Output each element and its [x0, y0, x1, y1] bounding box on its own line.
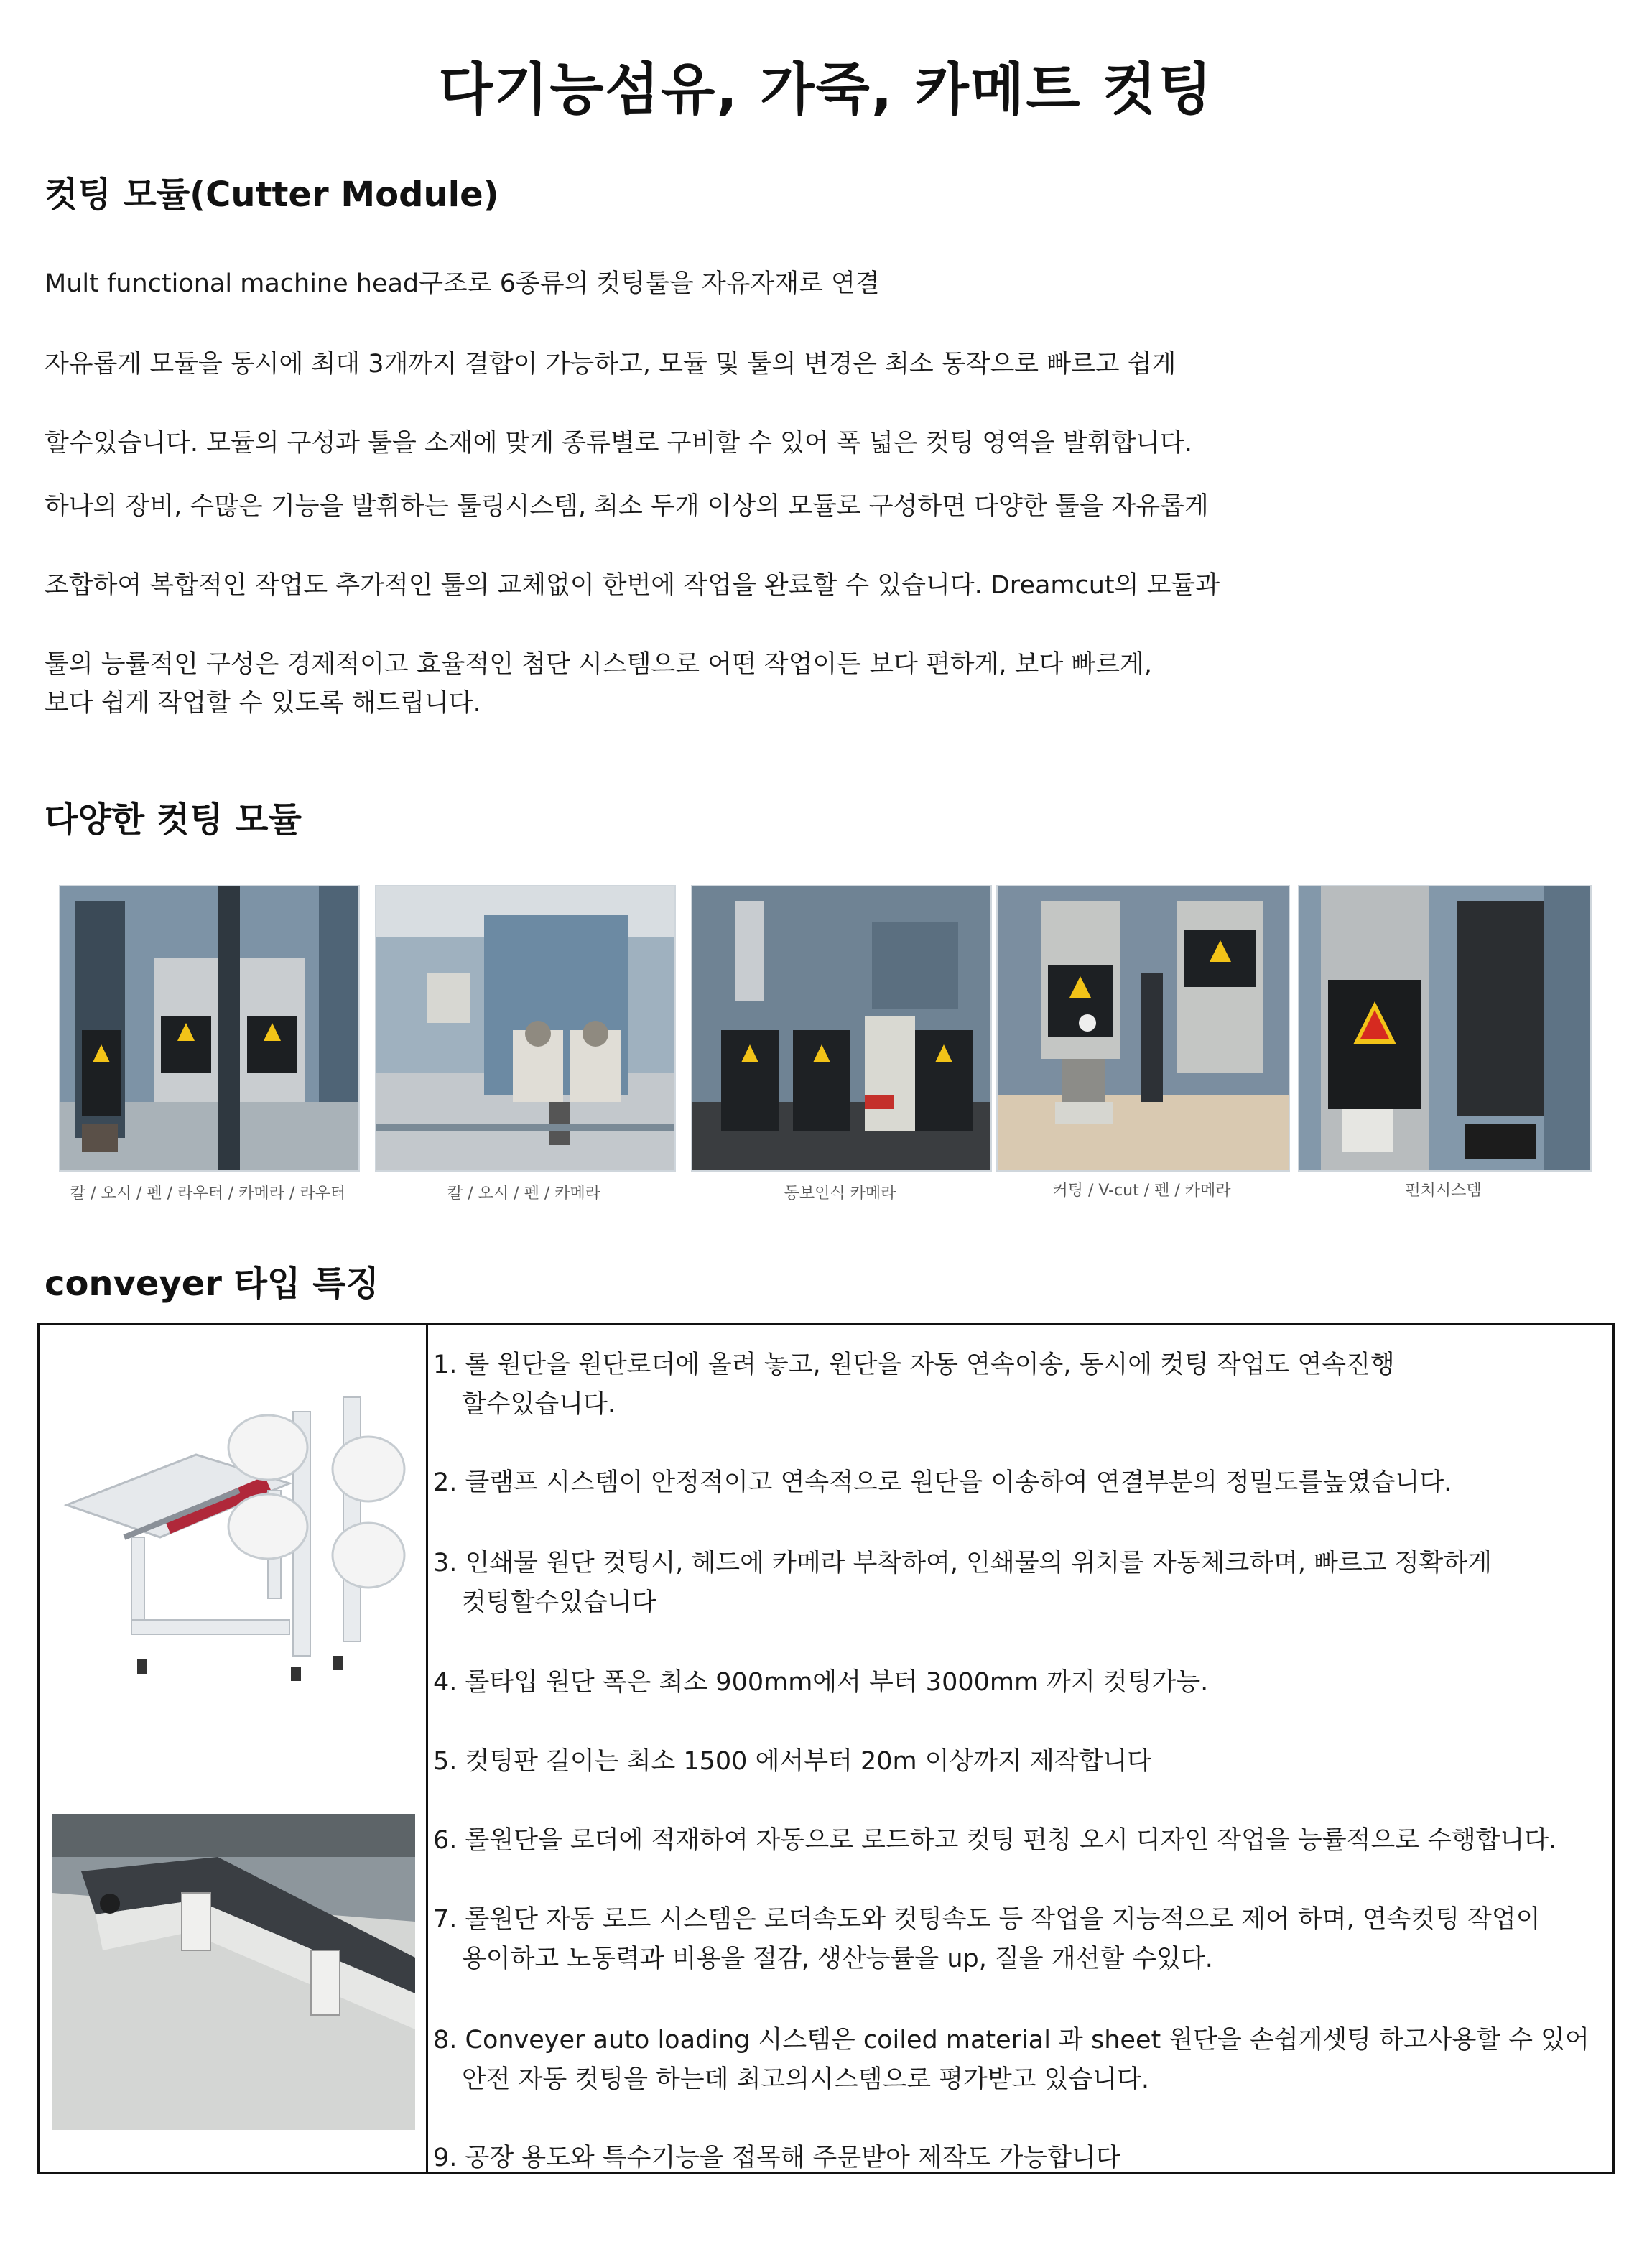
- cutter-paragraph-7: 보다 쉽게 작업할 수 있도록 해드립니다.: [45, 689, 481, 718]
- feature-5-line-1: 5. 컷팅판 길이는 최소 1500 에서부터 20m 이상까지 제작합니다: [433, 1747, 1152, 1776]
- cutter-paragraph-6: 툴의 능률적인 구성은 경제적이고 효율적인 첨단 시스템으로 어떤 작업이든 보다 편하게, 보다 빠르게,: [45, 650, 1152, 679]
- module-photo-vcut: [996, 885, 1290, 1172]
- feature-item-2: [433, 1463, 1452, 1503]
- feature-8-line-2: 안전 자동 컷팅을 하는데 최고의시스템으로 평가받고 있습니다.: [462, 2065, 1149, 2094]
- cutter-module-heading: 컷팅 모듈(Cutter Module): [45, 175, 499, 215]
- feature-3-line-2: 컷팅할수있습니다: [462, 1588, 656, 1617]
- feature-item-3: [433, 1544, 1492, 1623]
- roll-loader-photo: [52, 1383, 415, 1692]
- table-divider: [426, 1325, 428, 2172]
- modules-heading: 다양한 컷팅 모듈: [45, 800, 302, 840]
- module-caption-2: 칼 / 오시 / 펜 / 카메라: [447, 1185, 600, 1203]
- feature-item-9: [433, 2139, 1120, 2178]
- module-caption-1: 칼 / 오시 / 펜 / 라우터 / 카메라 / 라우터: [70, 1185, 346, 1203]
- module-photo-punch: [1298, 885, 1592, 1172]
- feature-3-line-1: 3. 인쇄물 원단 컷팅시, 헤드에 카메라 부착하여, 인쇄물의 위치를 자동체크하며, 빠르고 정확하게: [433, 1549, 1492, 1578]
- feature-1-line-2: 할수있습니다.: [462, 1390, 616, 1419]
- page-title: 다기능섬유, 가죽, 카메트 컷팅: [438, 57, 1214, 122]
- feature-item-5: [433, 1742, 1151, 1782]
- conveyer-cutter-photo: [52, 1814, 415, 2130]
- module-photo-camera: [691, 885, 992, 1172]
- module-caption-5: 펀치시스템: [1405, 1182, 1482, 1200]
- cutter-paragraph-3: 할수있습니다. 모듈의 구성과 툴을 소재에 맞게 종류별로 구비할 수 있어 폭 넓은 컷팅 영역을 발휘합니다.: [45, 429, 1193, 458]
- feature-item-8: [433, 2021, 1590, 2100]
- feature-item-6: [433, 1821, 1556, 1861]
- feature-2-line-1: 2. 클램프 시스템이 안정적이고 연속적으로 원단을 이송하여 연결부분의 정밀도를높였습니다.: [433, 1468, 1452, 1497]
- feature-item-4: [433, 1663, 1208, 1703]
- feature-7-line-1: 7. 롤원단 자동 로드 시스템은 로더속도와 컷팅속도 등 작업을 지능적으로 제어 하며, 연속컷팅 작업이: [433, 1905, 1541, 1934]
- cutter-paragraph-5: 조합하여 복합적인 작업도 추가적인 툴의 교체없이 한번에 작업을 완료할 수 있습니다. Dreamcut의 모듈과: [45, 571, 1220, 600]
- conveyer-heading: conveyer 타입 특징: [45, 1264, 379, 1304]
- feature-6-line-1: 6. 롤원단을 로더에 적재하여 자동으로 로드하고 컷팅 펀칭 오시 디자인 작업을 능률적으로 수행합니다.: [433, 1826, 1557, 1855]
- conveyer-feature-table: [37, 1323, 1615, 2174]
- feature-4-line-1: 4. 롤타입 원단 폭은 최소 900mm에서 부터 3000mm 까지 컷팅가능.: [433, 1668, 1209, 1697]
- cutter-paragraph-2: 자유롭게 모듈을 동시에 최대 3개까지 결합이 가능하고, 모듈 및 툴의 변경은 최소 동작으로 빠르고 쉽게: [45, 350, 1177, 379]
- feature-item-7: [433, 1900, 1541, 1979]
- module-photo-knife-router: [59, 885, 360, 1172]
- module-photo-knife-camera: [375, 885, 676, 1172]
- cutter-paragraph-1: Mult functional machine head구조로 6종류의 컷팅툴을 자유자재로 연결: [45, 269, 880, 298]
- cutter-paragraph-4: 하나의 장비, 수많은 기능을 발휘하는 툴링시스템, 최소 두개 이상의 모듈로 구성하면 다양한 툴을 자유롭게: [45, 492, 1209, 521]
- module-caption-4: 커팅 / V-cut / 펜 / 카메라: [1052, 1182, 1231, 1200]
- feature-7-line-2: 용이하고 노동력과 비용을 절감, 생산능률을 up, 질을 개선할 수있다.: [462, 1945, 1213, 1973]
- feature-8-line-1: 8. Conveyer auto loading 시스템은 coiled material 과 sheet 원단을 손쉽게셋팅 하고사용할 수 있어: [433, 2026, 1590, 2055]
- module-caption-3: 동보인식 카메라: [784, 1185, 896, 1203]
- feature-1-line-1: 1. 롤 원단을 원단로더에 올려 놓고, 원단을 자동 연속이송, 동시에 컷팅 작업도 연속진행: [433, 1351, 1395, 1379]
- feature-9-line-1: 9. 공장 용도와 특수기능을 접목해 주문받아 제작도 가능합니다: [433, 2144, 1120, 2172]
- feature-item-1: [433, 1345, 1395, 1425]
